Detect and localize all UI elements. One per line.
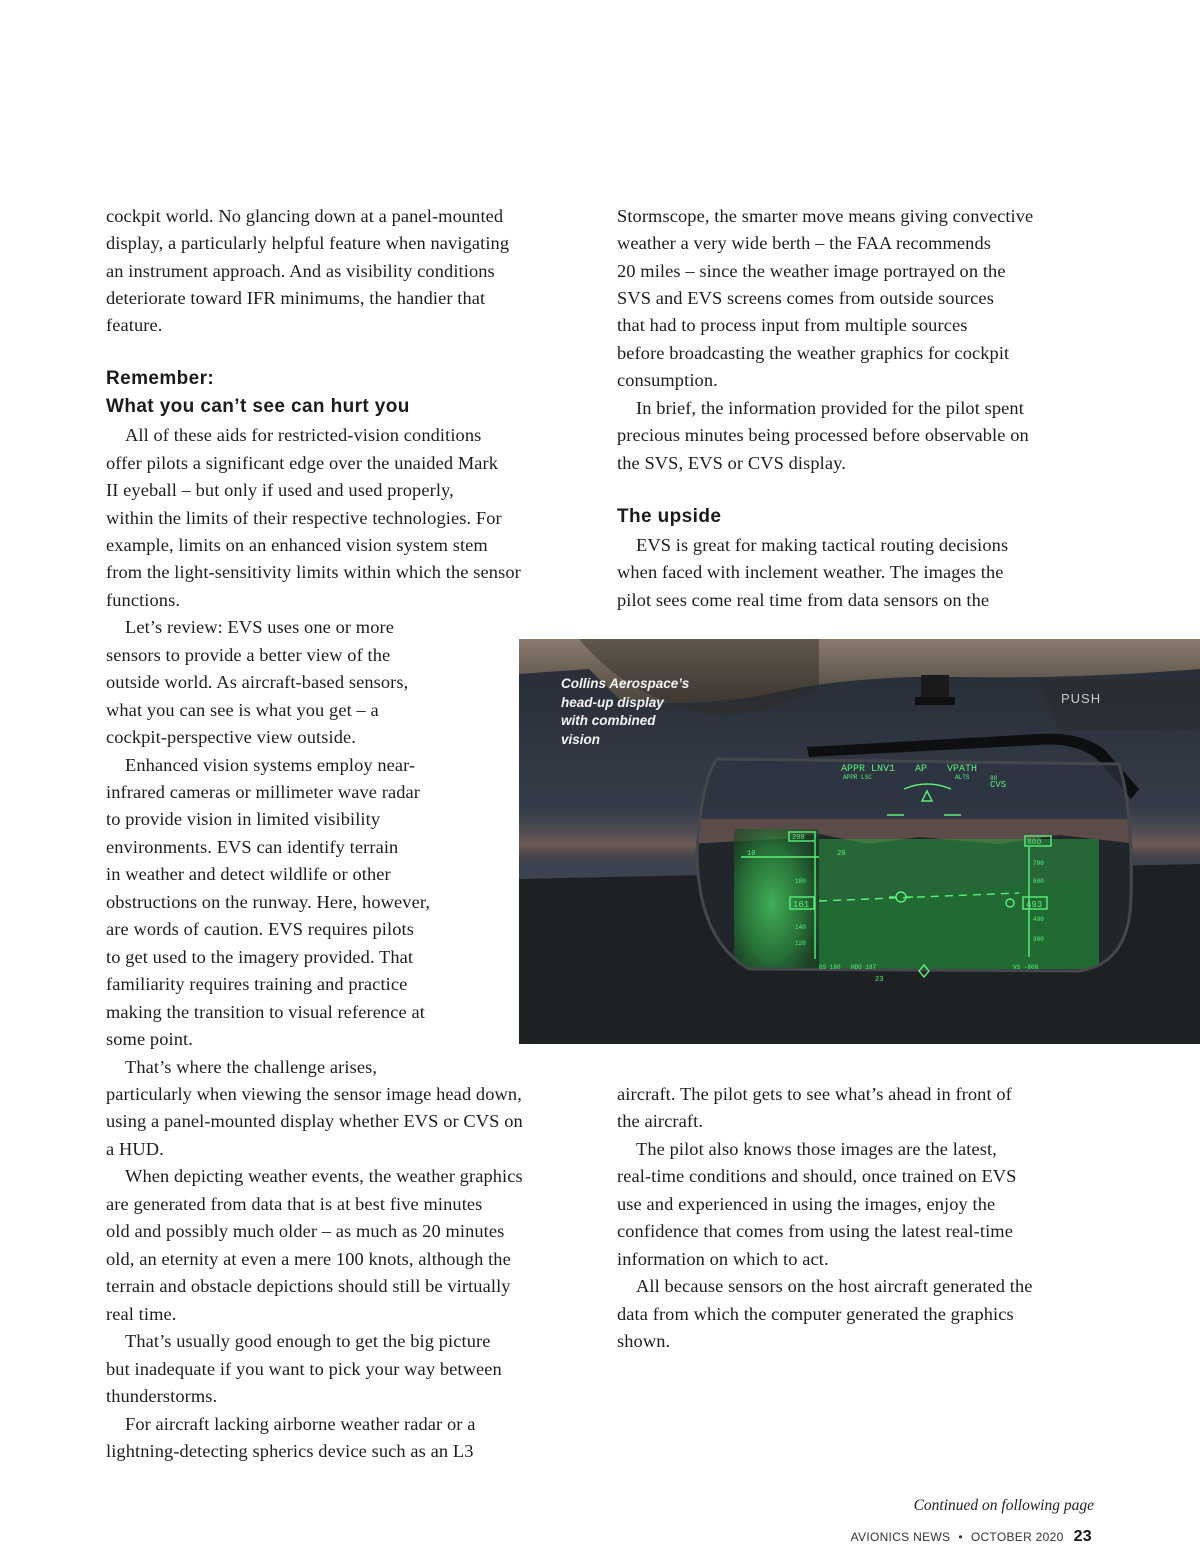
text-line: EVS is great for making tactical routing decisions [636, 535, 1009, 555]
text-line: making the transition to visual reference at [106, 1002, 425, 1022]
text-line: Stormscope, the smarter move means giving convective [617, 206, 1034, 226]
text-line: when faced with inclement weather. The images the [617, 562, 1004, 582]
text-line: to get used to the imagery provided. That [106, 947, 414, 967]
hud-alt-tick: 600 [1033, 878, 1044, 885]
text-line: That’s usually good enough to get the big picture [125, 1331, 491, 1351]
page-number: 23 [1073, 1528, 1092, 1545]
text-line: deteriorate toward IFR minimums, the handier that [106, 288, 486, 308]
issue-date: OCTOBER 2020 [970, 1530, 1064, 1544]
text-line: confidence that comes from using the latest real-time [617, 1221, 1013, 1241]
text-line: The pilot also knows those images are the latest, [636, 1139, 997, 1159]
text-line: lightning-detecting spherics device such as an L3 [106, 1441, 474, 1461]
subhead-remember-line2: What you can’t see can hurt you [106, 396, 410, 417]
hud-speed-current: 161 [793, 900, 810, 910]
page-footer [851, 1528, 1092, 1546]
hud-mode-1: APPR LNV1 [841, 764, 896, 775]
text-line: real-time conditions and should, once trained on EVS [617, 1166, 1017, 1186]
text-line: Let’s review: EVS uses one or more [125, 617, 394, 637]
hud-alt-tick: 400 [1033, 916, 1044, 923]
text-line: outside world. As aircraft-based sensors, [106, 672, 409, 692]
text-line: some point. [106, 1029, 193, 1049]
text-line: precious minutes being processed before observable on [617, 425, 1029, 445]
hud-pitch-left: 10 [747, 850, 756, 858]
hud-alt-tick: 700 [1033, 860, 1044, 867]
subhead-remember: Remember: [106, 368, 215, 389]
hud-photo [519, 639, 1200, 1044]
hud-mode-3: VPATH [947, 764, 978, 775]
text-line: terrain and obstacle depictions should still be virtually [106, 1276, 511, 1296]
text-line: real time. [106, 1304, 177, 1324]
text-line: infrared cameras or millimeter wave radar [106, 782, 421, 802]
text-line: to provide vision in limited visibility [106, 809, 381, 829]
hud-speed-top: 200 [792, 834, 805, 842]
text-line: pilot sees come real time from data sensors on the [617, 590, 990, 610]
hud-alt-current: 493 [1026, 900, 1043, 910]
hud-alt-top: 800 [1027, 838, 1042, 847]
text-line: using a panel-mounted display whether EVS or CVS on [106, 1111, 523, 1131]
text-line: consumption. [617, 370, 718, 390]
hud-cvs-num: 88 [990, 775, 998, 782]
hud-mode-1-sub: APPR LSC [843, 774, 872, 781]
text-line: a HUD. [106, 1139, 164, 1159]
caption-line: head-up display [561, 694, 664, 710]
text-line: II eyeball – but only if used and used properly, [106, 480, 454, 500]
text-line: offer pilots a significant edge over the unaided Mark [106, 453, 499, 473]
text-line: before broadcasting the weather graphics for cockpit [617, 343, 1010, 363]
hud-alt-tick: 300 [1033, 936, 1044, 943]
text-line: sensors to provide a better view of the [106, 645, 391, 665]
text-line: feature. [106, 315, 163, 335]
text-line: an instrument approach. And as visibility conditions [106, 261, 495, 281]
text-line: old and possibly much older – as much as 20 minutes [106, 1221, 505, 1241]
text-line: SVS and EVS screens comes from outside sources [617, 288, 994, 308]
figure-caption [561, 675, 689, 749]
hud-mode-2: AP [915, 764, 928, 775]
text-line: shown. [617, 1331, 671, 1351]
text-line: cockpit world. No glancing down at a panel-mounted [106, 206, 504, 226]
hud-speed-tick: 180 [795, 878, 806, 885]
continued-note: Continued on following page [913, 1497, 1094, 1514]
hud-gs-readout: GS 180 [819, 964, 841, 971]
subhead-upside: The upside [617, 506, 722, 527]
text-line: are words of caution. EVS requires pilots [106, 919, 414, 939]
text-line: that had to process input from multiple sources [617, 315, 968, 335]
text-line: display, a particularly helpful feature when navigating [106, 233, 510, 253]
publication-name: AVIONICS NEWS [850, 1530, 951, 1544]
text-line: information on which to act. [617, 1249, 829, 1269]
text-line: Enhanced vision systems employ near- [125, 755, 416, 775]
text-line: For aircraft lacking airborne weather radar or a [125, 1414, 476, 1434]
caption-line: vision [561, 731, 601, 747]
text-line: cockpit-perspective view outside. [106, 727, 356, 747]
text-line: aircraft. The pilot gets to see what’s ahead in front of [617, 1084, 1012, 1104]
hud-speed-tick: 120 [795, 940, 806, 947]
text-line: in weather and detect wildlife or other [106, 864, 391, 884]
text-line: example, limits on an enhanced vision system stem [106, 535, 488, 555]
hud-pitch-right: 20 [837, 850, 846, 858]
hud-cvs-label: CVS [990, 780, 1007, 790]
text-line: thunderstorms. [106, 1386, 218, 1406]
text-line: That’s where the challenge arises, [125, 1057, 378, 1077]
text-line: particularly when viewing the sensor image head down, [106, 1084, 522, 1104]
text-line: All because sensors on the host aircraft generated the [636, 1276, 1033, 1296]
text-line: 20 miles – since the weather image portrayed on the [617, 261, 1006, 281]
hud-hdg-readout: HDG 187 [851, 964, 877, 971]
caption-line: with combined [561, 713, 656, 728]
text-line: data from which the computer generated the graphics [617, 1304, 1014, 1324]
text-line: but inadequate if you want to pick your way between [106, 1359, 502, 1379]
text-line: are generated from data that is at best five minutes [106, 1194, 483, 1214]
caption-line: Collins Aerospace’s [561, 676, 690, 691]
bullet-icon: • [958, 1530, 963, 1544]
text-line: within the limits of their respective technologies. For [106, 508, 502, 528]
text-line: All of these aids for restricted-vision conditions [125, 425, 482, 445]
text-line: from the light-sensitivity limits within which the sensor [106, 562, 521, 582]
text-line: use and experienced in using the images, enjoy the [617, 1194, 996, 1214]
text-line: obstructions on the runway. Here, however, [106, 892, 431, 912]
text-line: functions. [106, 590, 181, 610]
text-line: environments. EVS can identify terrain [106, 837, 399, 857]
text-line: the SVS, EVS or CVS display. [617, 453, 846, 473]
text-line: the aircraft. [617, 1111, 704, 1131]
hud-mode-3-sub: ALTS [955, 774, 970, 781]
text-line: what you can see is what you get – a [106, 700, 379, 720]
text-line: When depicting weather events, the weather graphics [125, 1166, 523, 1186]
push-label: PUSH [1061, 691, 1102, 706]
hud-speed-tick: 140 [795, 924, 806, 931]
hud-heading-bottom: 23 [875, 976, 884, 984]
text-line: weather a very wide berth – the FAA recommends [617, 233, 991, 253]
text-line: familiarity requires training and practice [106, 974, 408, 994]
text-line: In brief, the information provided for the pilot spent [636, 398, 1024, 418]
text-line: old, an eternity at even a mere 100 knots, although the [106, 1249, 511, 1269]
hud-vs-readout: VS -800 [1013, 964, 1039, 971]
